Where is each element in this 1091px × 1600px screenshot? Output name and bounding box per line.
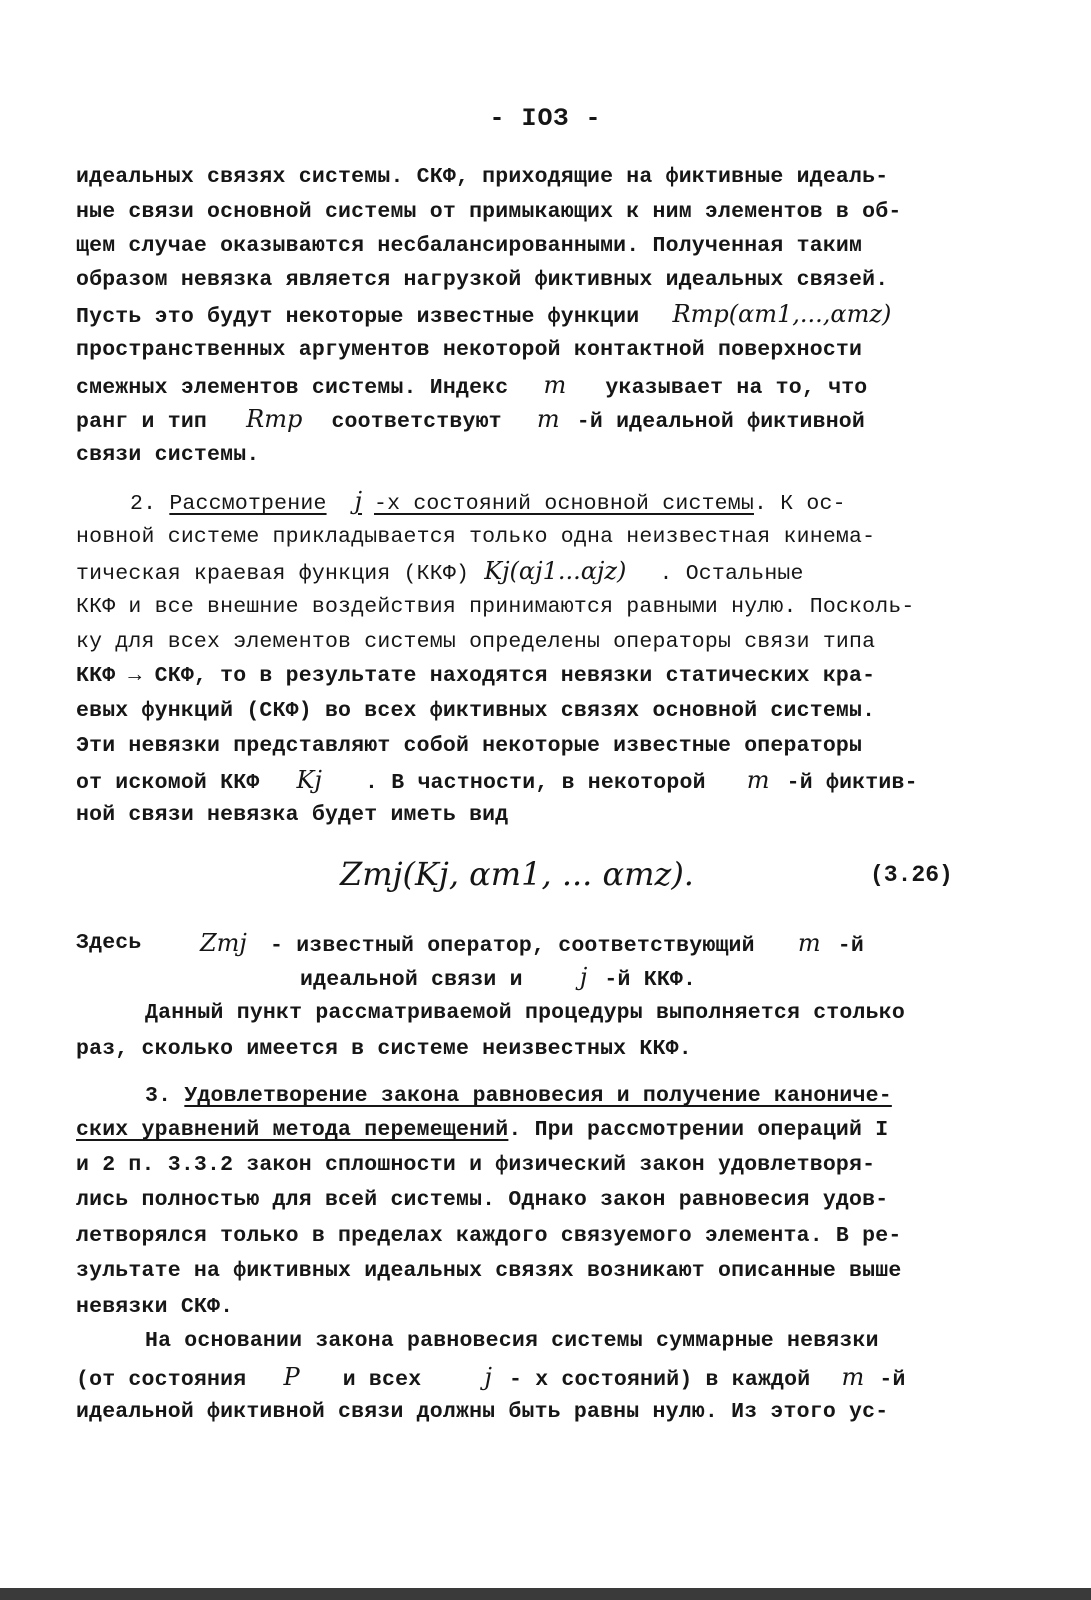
text-segment: -й [879, 1368, 906, 1392]
text-segment: . Остальные [659, 562, 804, 586]
title-segment: Рассмотрение [169, 492, 327, 516]
text-line [76, 1362, 906, 1395]
text-line: новной системе прикладывается только одна неизвестная кинема- [76, 525, 876, 549]
text-line: Эти невязки представляют собой некоторые известные операторы [76, 734, 863, 758]
page-number: - ІОЗ - [489, 104, 602, 133]
text-line: раз, сколько имеется в системе неизвестных ККФ. [76, 1037, 692, 1061]
text-line: Данный пункт рассматриваемой процедуры выполняется столько [145, 1001, 905, 1025]
text-segment: Пусть это будут некоторые известные функции [76, 305, 640, 329]
text-segment: - х состояний) в каждой [509, 1368, 811, 1392]
text-line [76, 404, 865, 437]
text-line [76, 556, 804, 589]
text-segment: - известный оператор, соответствующий [269, 934, 755, 958]
text-line: пространственных аргументов некоторой контактной поверхности [76, 338, 863, 362]
text-segment: (от состояния [76, 1368, 247, 1392]
symbol-m: m [797, 929, 821, 957]
text-segment: идеальной связи и [300, 968, 523, 992]
text-line: идеальной фиктивной связи должны быть равны нулю. Из этого ус- [76, 1400, 889, 1424]
text-line: ККФ → СКФ, то в результате находятся невязки статических кра- [76, 664, 876, 688]
symbol-j: j [484, 1363, 492, 1391]
text-segment: ранг и тип [76, 410, 208, 434]
text-line: летворялся только в пределах каждого связуемого элемента. В ре- [76, 1224, 902, 1248]
text-line: щем случае оказываются несбалансированными. Полученная таким [76, 234, 863, 258]
text-line [200, 928, 864, 961]
text-line: ной связи невязка будет иметь вид [76, 803, 509, 827]
text-line: евых функций (СКФ) во всех фиктивных связях основной системы. [76, 699, 876, 723]
symbol-m: m [543, 371, 567, 399]
symbol-m: m [746, 766, 770, 794]
text-segment: -й [837, 934, 864, 958]
text-segment: -й ККФ. [604, 968, 697, 992]
text-segment: соответствуют [331, 410, 502, 434]
text-line: образом невязка является нагрузкой фиктивных идеальных связей. [76, 268, 889, 292]
text-line [76, 765, 918, 798]
text-line: ку для всех элементов системы определены операторы связи типа [76, 630, 876, 654]
section-title [169, 487, 754, 516]
scan-edge-bar [0, 1588, 1091, 1600]
text-segment: тическая краевая функция (ККФ) [76, 562, 470, 586]
symbol-j: j [579, 963, 588, 991]
symbol-zmj: Zmj [200, 929, 247, 957]
section-number: 2. [130, 492, 157, 516]
section-title: ских уравнений метода перемещений [76, 1118, 509, 1142]
text-line: ные связи основной системы от примыкающих к ним элементов в об- [76, 200, 902, 224]
text-line: и 2 п. 3.3.2 закон сплошности и физический закон удовлетворя- [76, 1153, 876, 1177]
text-line: идеальных связях системы. СКФ, приходящие на фиктивные идеаль- [76, 165, 889, 189]
text-segment: от искомой ККФ [76, 771, 260, 795]
symbol-p: P [283, 1363, 300, 1391]
text-segment: . В частности, в некоторой [365, 771, 706, 795]
text-line: связи системы. [76, 443, 260, 467]
text-line: На основании закона равновесия системы суммарные невязки [145, 1329, 879, 1353]
text-line [300, 962, 696, 995]
symbol-kj: Kj [296, 766, 322, 794]
text-segment: и всех [342, 1368, 422, 1392]
text-line: лись полностью для всей системы. Однако закон равновесия удов- [76, 1188, 889, 1212]
text-segment: . К ос- [753, 492, 846, 516]
symbol-j: j [354, 487, 363, 515]
text-segment: . При рассмотрении операций I [508, 1118, 889, 1142]
text-segment: -й идеальной фиктивной [576, 410, 866, 434]
text-line [76, 1115, 888, 1145]
symbol-rmp: Rmp [246, 405, 303, 433]
text-line [76, 299, 891, 332]
formula-kj: Kj(αj1...αjz) [484, 557, 627, 585]
section-title: Удовлетворение закона равновесия и получение канониче- [184, 1084, 892, 1108]
text-line: ККФ и все внешние воздействия принимаются равными нулю. Посколь- [76, 595, 915, 619]
text-segment: смежных элементов системы. Индекс [76, 376, 509, 400]
equation-number: (3.26) [870, 862, 953, 888]
symbol-m: m [841, 1363, 865, 1391]
section-heading [145, 1081, 892, 1111]
text-line [76, 370, 867, 403]
title-segment: -х состояний основной системы [374, 492, 754, 516]
section-heading [130, 486, 846, 519]
equation-expression: Zmj(Kj, αm1, ... αmz). [340, 855, 694, 893]
text-segment: указывает на то, что [605, 376, 868, 400]
text-line: зультате на фиктивных идеальных связях возникают описанные выше [76, 1259, 902, 1283]
text-line: невязки СКФ. [76, 1295, 234, 1319]
section-number: 3. [145, 1084, 172, 1108]
formula-rmp: Rmp(αm1,...,αmz) [672, 300, 892, 328]
where-label: Здесь [76, 931, 142, 955]
text-segment: -й фиктив- [786, 771, 918, 795]
symbol-m: m [536, 405, 560, 433]
